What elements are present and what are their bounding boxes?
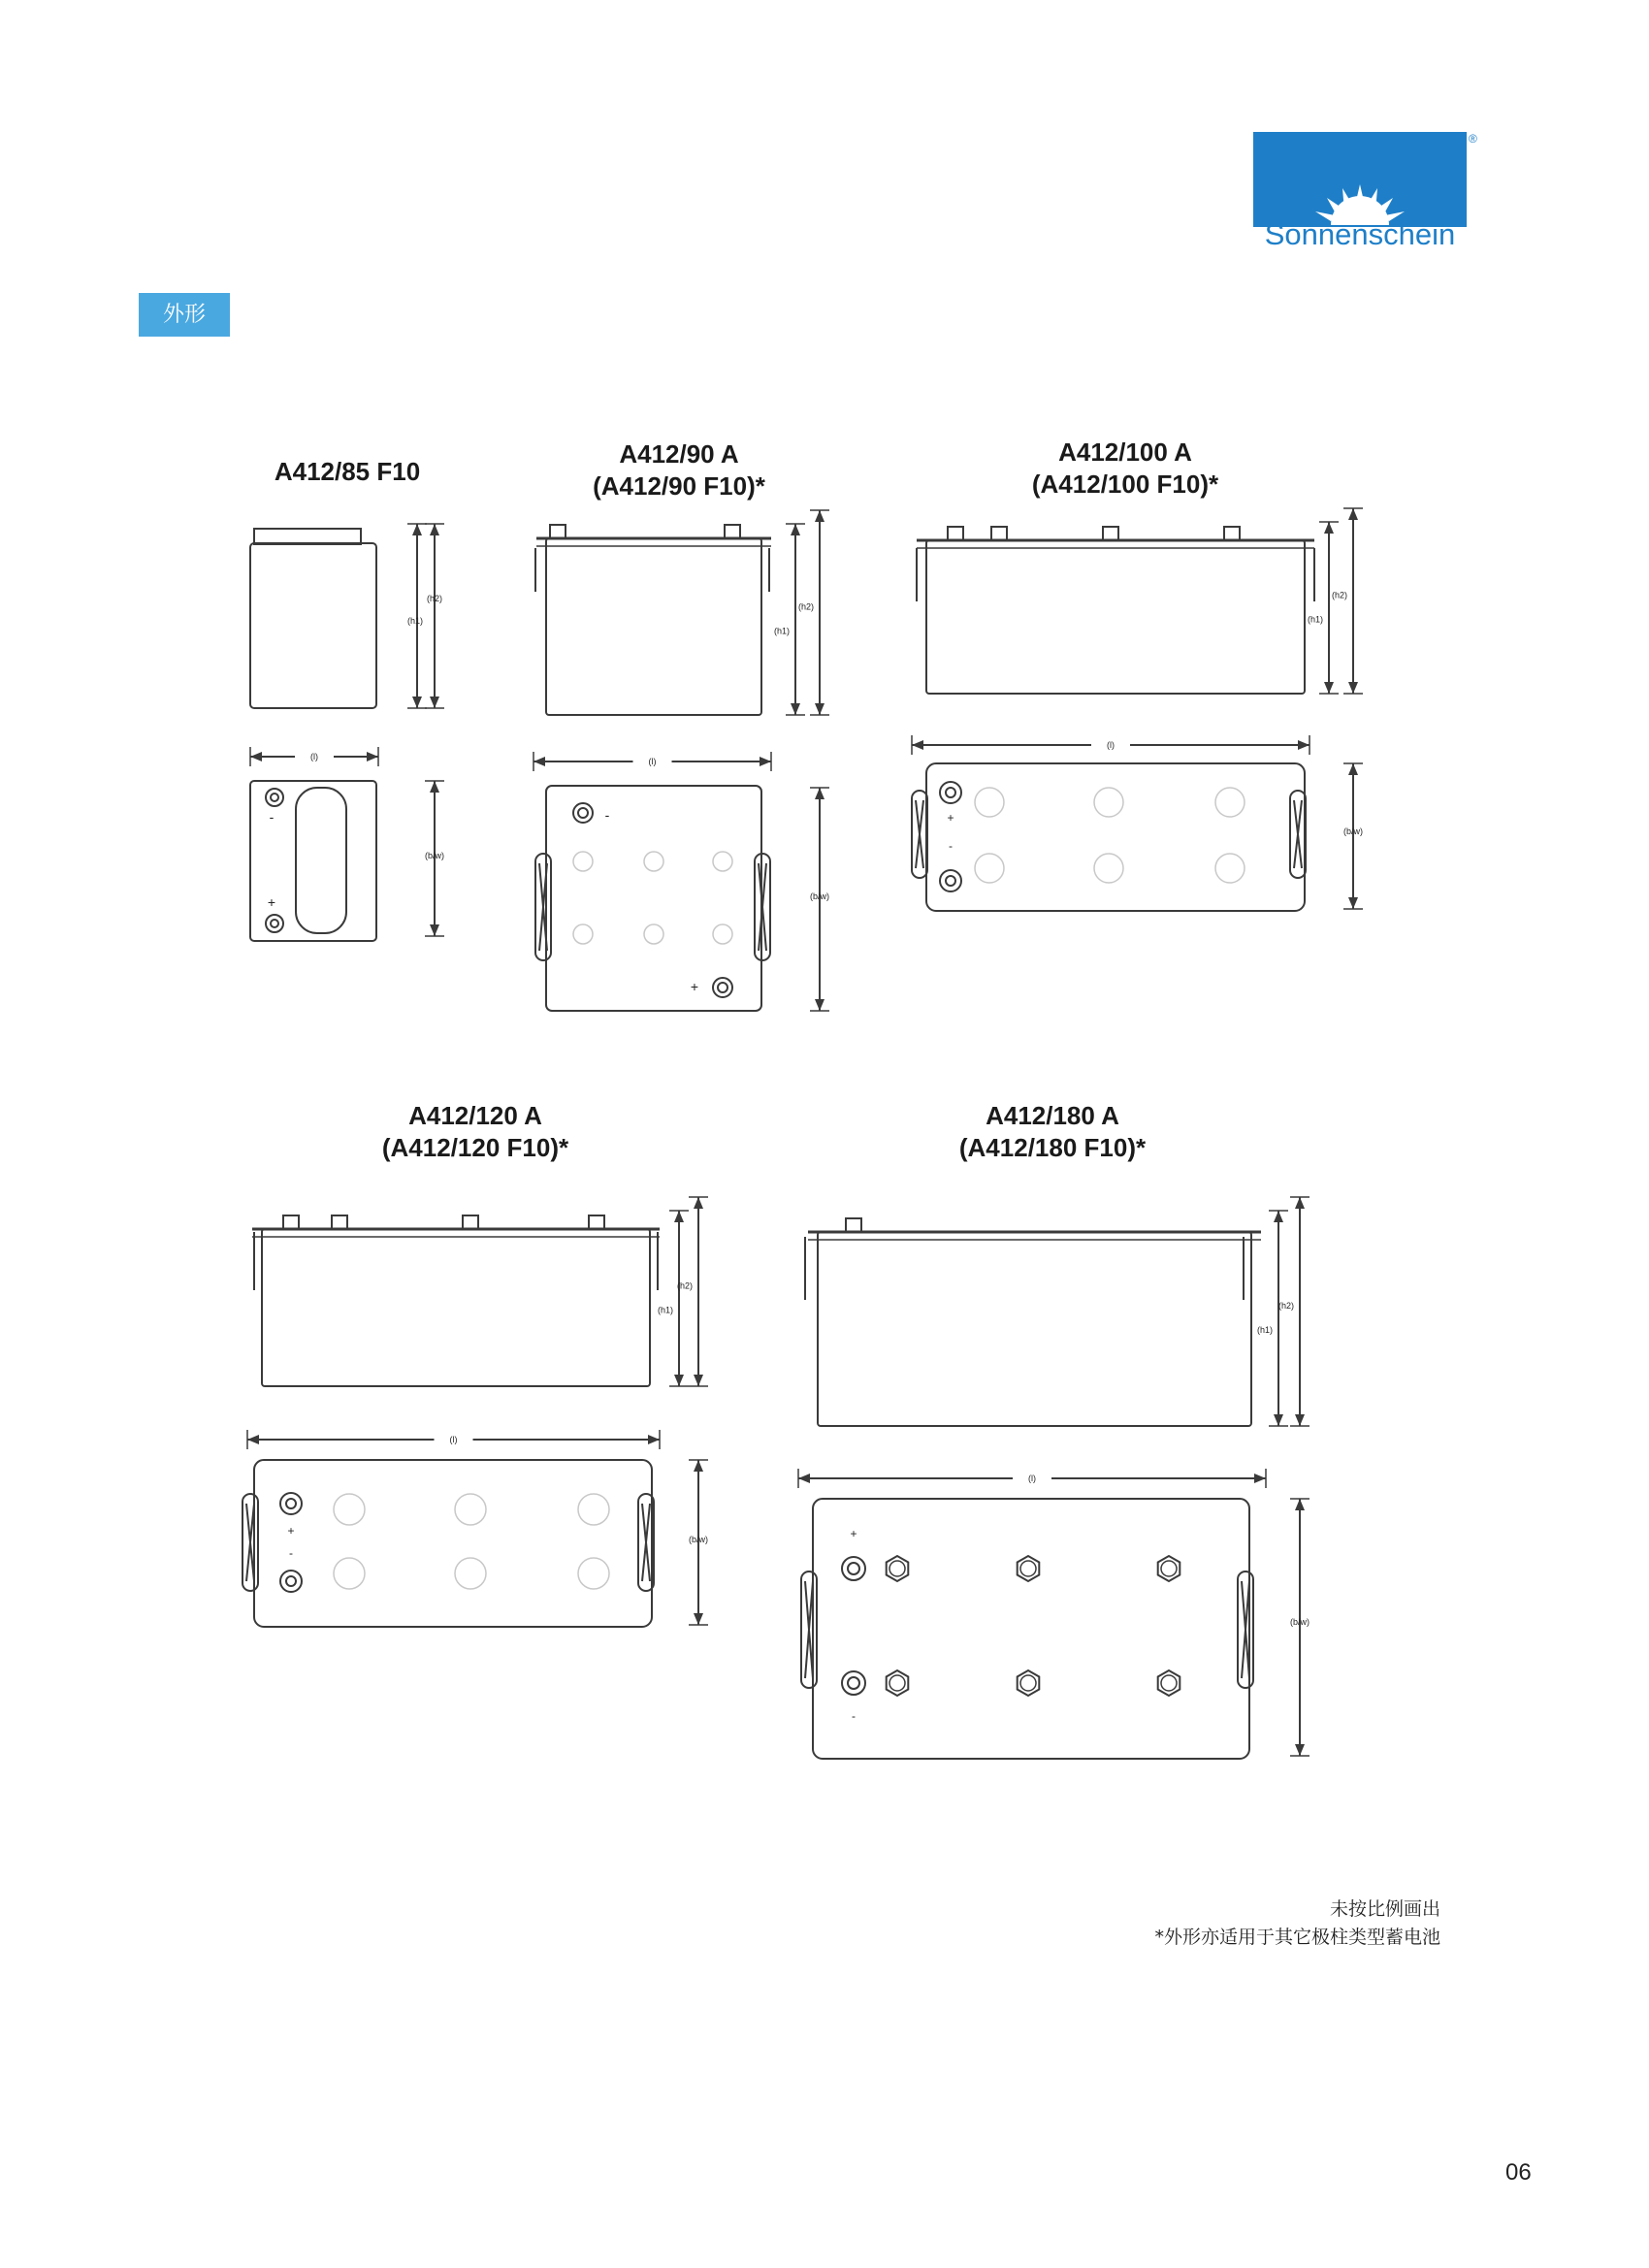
h2-label: (h2) — [1277, 1301, 1295, 1311]
cell-cap-circle — [334, 1494, 365, 1525]
terminal-circle — [848, 1563, 859, 1574]
arrow-head — [1295, 1197, 1305, 1209]
arrow-head — [912, 740, 923, 750]
arrow-head — [760, 757, 771, 766]
terminal-circle — [280, 1571, 302, 1592]
plus-sign: + — [267, 894, 276, 910]
page-number: 06 — [1505, 2159, 1532, 2186]
cell-cap-circle — [1020, 1675, 1036, 1691]
battery-top-outline — [546, 786, 761, 1011]
arrow-head — [412, 697, 422, 708]
h2-label: (h2) — [676, 1280, 694, 1291]
cell-cap-circle — [455, 1558, 486, 1589]
battery-side-outline — [546, 538, 761, 715]
h2-label: (h2) — [797, 601, 815, 612]
cell-cap-circle — [889, 1675, 905, 1691]
length-label: (l) — [449, 1435, 458, 1444]
model-title-line1: A412/180 A — [986, 1101, 1119, 1130]
model-title-line2: (A412/90 F10)* — [593, 471, 765, 501]
minus-sign: - — [604, 807, 610, 823]
arrow-head — [1348, 508, 1358, 520]
handle-hatch — [1294, 800, 1302, 868]
arrow-head — [694, 1197, 703, 1209]
cell-cap-circle — [644, 924, 663, 944]
length-label: (l) — [1107, 740, 1115, 750]
arrow-head — [250, 752, 262, 761]
terminal-circle — [940, 870, 961, 891]
arrow-head — [1348, 682, 1358, 694]
terminal-post — [1224, 527, 1240, 540]
model-title-line2: (A412/180 F10)* — [958, 1133, 1147, 1162]
model-title-line1: A412/85 F10 — [274, 457, 421, 486]
terminal-post — [991, 527, 1007, 540]
arrow-head — [694, 1460, 703, 1472]
battery-lid — [254, 529, 361, 544]
cell-cap-circle — [889, 1561, 905, 1576]
h2-label: (h2) — [426, 594, 443, 603]
arrow-head — [815, 703, 824, 715]
minus-sign: - — [289, 1546, 293, 1560]
arrow-head — [430, 924, 439, 936]
terminal-circle — [940, 782, 961, 803]
footnotes — [1154, 1895, 1440, 1952]
model-title-line1: A412/90 A — [619, 439, 739, 469]
battery-top-outline — [254, 1460, 652, 1627]
terminal-post — [332, 1215, 347, 1229]
cell-cap-circle — [713, 852, 732, 871]
arrow-head — [1298, 740, 1310, 750]
arrow-head — [791, 524, 800, 535]
bw-label: (b/w) — [1290, 1617, 1310, 1627]
terminal-post — [550, 525, 566, 538]
terminal-circle — [573, 803, 593, 823]
cell-cap-circle — [578, 1558, 609, 1589]
terminal-circle — [842, 1557, 865, 1580]
terminal-post — [948, 527, 963, 540]
bw-label: (b/w) — [1343, 826, 1363, 836]
arrow-head — [1295, 1499, 1305, 1510]
h2-label: (h2) — [1331, 590, 1348, 600]
h1-label: (h1) — [1256, 1325, 1274, 1335]
handle-hatch — [246, 1504, 254, 1581]
h1-label: (h1) — [773, 626, 791, 636]
battery-side-outline — [818, 1232, 1251, 1426]
cell-cap-circle — [644, 852, 663, 871]
terminal-circle — [286, 1499, 296, 1508]
cell-cap-circle — [975, 854, 1004, 883]
arrow-head — [1324, 522, 1334, 534]
length-label: (l) — [1028, 1474, 1036, 1483]
minus-sign: - — [949, 839, 953, 853]
terminal-post — [589, 1215, 604, 1229]
cell-cap-circle — [1161, 1675, 1177, 1691]
terminal-circle — [271, 794, 278, 801]
handle-hatch — [805, 1581, 813, 1678]
terminal-circle — [266, 789, 283, 806]
cell-cap-circle — [975, 788, 1004, 817]
terminal-circle — [713, 978, 732, 997]
minus-sign: - — [852, 1709, 856, 1723]
arrow-head — [367, 752, 378, 761]
brand-name: Sonnenschein — [1264, 217, 1456, 251]
note-terminal-types: *外形亦适用于其它极柱类型蓄电池 — [1154, 1927, 1440, 1948]
terminal-circle — [578, 808, 588, 818]
h1-label: (h1) — [657, 1305, 674, 1315]
arrow-head — [247, 1435, 259, 1444]
plus-sign: + — [690, 979, 699, 994]
arrow-head — [430, 781, 439, 793]
arrow-head — [412, 524, 422, 535]
cell-cap-circle — [1215, 788, 1245, 817]
plus-sign: + — [287, 1524, 295, 1538]
cell-cap-circle — [1161, 1561, 1177, 1576]
battery-side-outline — [926, 540, 1305, 694]
arrow-head — [1274, 1211, 1283, 1222]
arrow-head — [791, 703, 800, 715]
arrow-head — [1274, 1414, 1283, 1426]
terminal-post — [846, 1218, 861, 1232]
model-title-line1: A412/120 A — [408, 1101, 542, 1130]
arrow-head — [1295, 1414, 1305, 1426]
section-tab-shape: 外形 — [139, 293, 230, 337]
center-cover — [296, 788, 346, 933]
registered-mark: ® — [1469, 132, 1477, 146]
arrow-head — [1295, 1744, 1305, 1756]
h1-label: (h1) — [406, 616, 424, 626]
cell-cap-circle — [573, 852, 593, 871]
battery-top-outline — [926, 763, 1305, 911]
terminal-circle — [718, 983, 728, 992]
model-title-line2: (A412/120 F10)* — [381, 1133, 569, 1162]
model-title-line2: (A412/100 F10)* — [1031, 470, 1219, 499]
arrow-head — [674, 1375, 684, 1386]
h1-label: (h1) — [1307, 614, 1324, 625]
cell-cap-circle — [1094, 788, 1123, 817]
cell-cap-circle — [1094, 854, 1123, 883]
arrow-head — [815, 510, 824, 522]
arrow-head — [1348, 897, 1358, 909]
handle-hatch — [916, 800, 923, 868]
arrow-head — [430, 524, 439, 535]
arrow-head — [694, 1613, 703, 1625]
terminal-circle — [848, 1677, 859, 1689]
arrow-head — [430, 697, 439, 708]
battery-top-outline — [813, 1499, 1249, 1759]
arrow-head — [1324, 682, 1334, 694]
arrow-head — [648, 1435, 660, 1444]
terminal-post — [463, 1215, 478, 1229]
terminal-post — [1103, 527, 1118, 540]
cell-cap-circle — [578, 1494, 609, 1525]
terminal-circle — [280, 1493, 302, 1514]
arrow-head — [534, 757, 545, 766]
terminal-circle — [946, 876, 955, 886]
bw-label: (b/w) — [689, 1535, 708, 1544]
battery-side-outline — [250, 543, 376, 708]
arrow-head — [815, 999, 824, 1011]
terminal-circle — [271, 920, 278, 927]
bw-label: (b/w) — [810, 891, 829, 901]
cell-cap-circle — [334, 1558, 365, 1589]
length-label: (l) — [648, 757, 657, 766]
arrow-head — [674, 1211, 684, 1222]
plus-sign: + — [947, 811, 954, 825]
model-title-line1: A412/100 A — [1058, 437, 1192, 467]
cell-cap-circle — [455, 1494, 486, 1525]
terminal-post — [283, 1215, 299, 1229]
terminal-circle — [266, 915, 283, 932]
terminal-circle — [946, 788, 955, 797]
cell-cap-circle — [573, 924, 593, 944]
bw-label: (b/w) — [425, 851, 444, 860]
length-label: (l) — [310, 752, 318, 761]
cell-cap-circle — [1020, 1561, 1036, 1576]
arrow-head — [798, 1474, 810, 1483]
terminal-circle — [286, 1576, 296, 1586]
note-not-to-scale: 未按比例画出 — [1329, 1898, 1440, 1920]
arrow-head — [694, 1375, 703, 1386]
handle-hatch — [1242, 1581, 1249, 1678]
cell-cap-circle — [1215, 854, 1245, 883]
arrow-head — [1254, 1474, 1266, 1483]
cell-cap-circle — [713, 924, 732, 944]
plus-sign: + — [850, 1527, 857, 1540]
arrow-head — [815, 788, 824, 799]
handle-hatch — [642, 1504, 650, 1581]
terminal-post — [725, 525, 740, 538]
arrow-head — [1348, 763, 1358, 775]
terminal-circle — [842, 1671, 865, 1695]
battery-side-outline — [262, 1229, 650, 1386]
minus-sign: - — [269, 809, 275, 825]
